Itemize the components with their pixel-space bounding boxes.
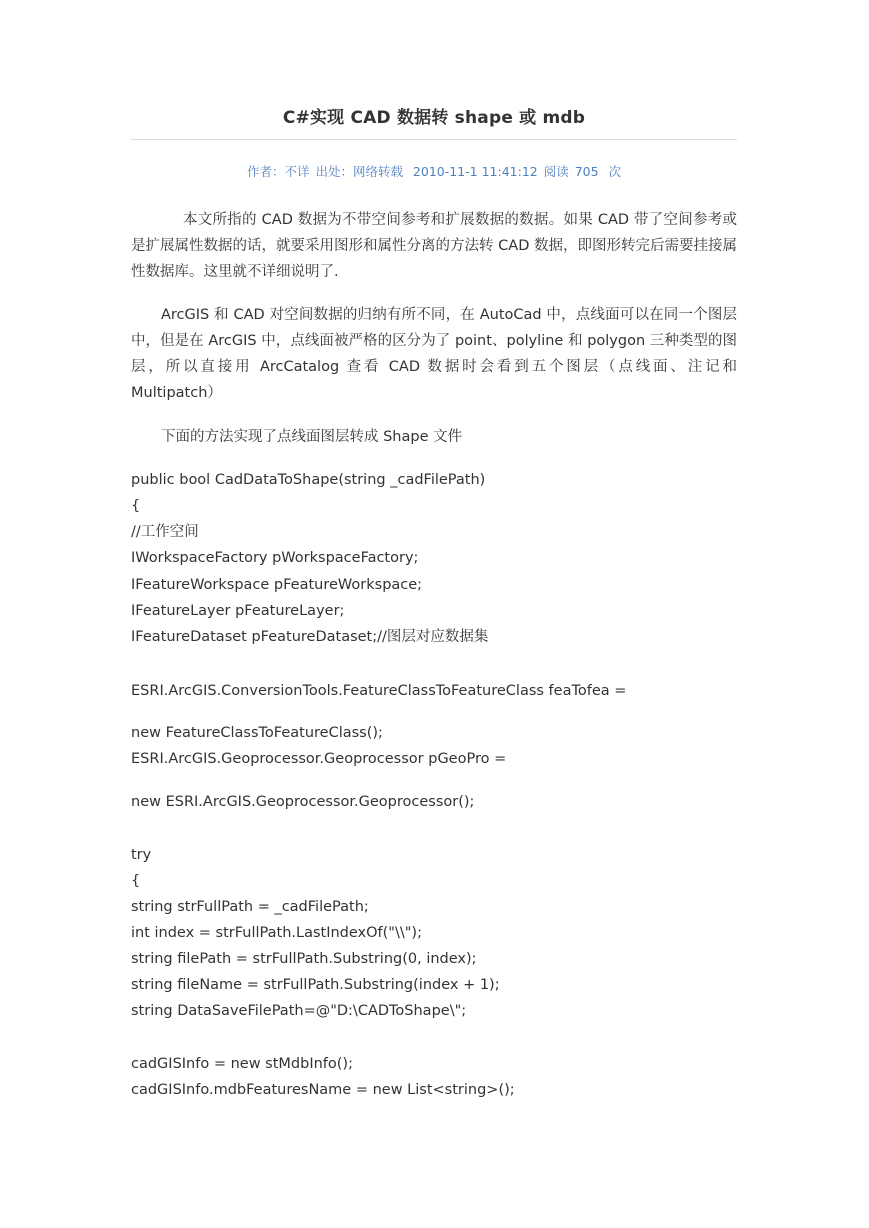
code-line: cadGISInfo = new stMdbInfo(); — [131, 1056, 353, 1072]
article-title: C#实现 CAD 数据转 shape 或 mdb — [282, 108, 586, 128]
code-line: new FeatureClassToFeatureClass(); — [131, 725, 383, 741]
code-line: { — [131, 498, 141, 514]
code-line: { — [131, 873, 141, 889]
code-line: public bool CadDataToShape(string _cadFilePath) — [131, 472, 486, 488]
author-label: 作者：不详 — [246, 164, 310, 179]
method-intro-paragraph: 下面的方法实现了点线面图层转成 Shape 文件 — [161, 429, 463, 445]
code-line: IWorkspaceFactory pWorkspaceFactory; — [131, 550, 419, 566]
code-line: int index = strFullPath.LastIndexOf("\\"); — [131, 925, 422, 941]
code-line: IFeatureWorkspace pFeatureWorkspace; — [131, 577, 423, 593]
source-label: 出处：网络转载 — [315, 164, 403, 179]
code-line: string filePath = strFullPath.Substring(0, index); — [131, 951, 477, 967]
code-line: string fileName = strFullPath.Substring(index + 1); — [131, 977, 500, 993]
code-line: ESRI.ArcGIS.ConversionTools.FeatureClassToFeatureClass feaTofea = — [131, 683, 627, 699]
code-line: try — [131, 847, 152, 863]
code-line: IFeatureLayer pFeatureLayer; — [131, 603, 345, 619]
title-divider — [131, 139, 737, 140]
code-line: string strFullPath = _cadFilePath; — [131, 899, 369, 915]
reads-label: 阅读 — [543, 164, 569, 179]
article-meta — [131, 162, 737, 180]
code-line: IFeatureDataset pFeatureDataset;//图层对应数据集 — [131, 629, 489, 645]
code-line: string DataSaveFilePath=@"D:\CADToShape\"; — [131, 1003, 467, 1019]
code-line: cadGISInfo.mdbFeaturesName = new List<string>(); — [131, 1082, 515, 1098]
reads-unit: 次 — [608, 164, 622, 179]
intro-paragraph: 本文所指的 CAD 数据为不带空间参考和扩展数据的数据。如果 CAD 带了空间参考或是扩展属性数据的话，就要采用图形和属性分离的方法转 CAD 数据，即图形转完后需要挂接属性数据库。这里就不详细说明了. — [131, 212, 737, 280]
code-line: new ESRI.ArcGIS.Geoprocessor.Geoprocessor(); — [131, 794, 475, 810]
publish-datetime: 2010-11-1 11:41:12 — [412, 164, 538, 179]
reads-count: 705 — [574, 164, 599, 179]
arcgis-cad-paragraph: ArcGIS 和 CAD 对空间数据的归纳有所不同，在 AutoCad 中，点线面可以在同一个图层中，但是在 ArcGIS 中，点线面被严格的区分为了 point、polyline 和 polygon 三种类型的图层，所以直接用 ArcCatalog 查看 CAD 数据时会看到五个图层（点线面、注记和 Multipatch） — [131, 307, 737, 401]
code-comment-line: //工作空间 — [131, 524, 199, 540]
code-line: ESRI.ArcGIS.Geoprocessor.Geoprocessor pGeoPro = — [131, 751, 507, 767]
